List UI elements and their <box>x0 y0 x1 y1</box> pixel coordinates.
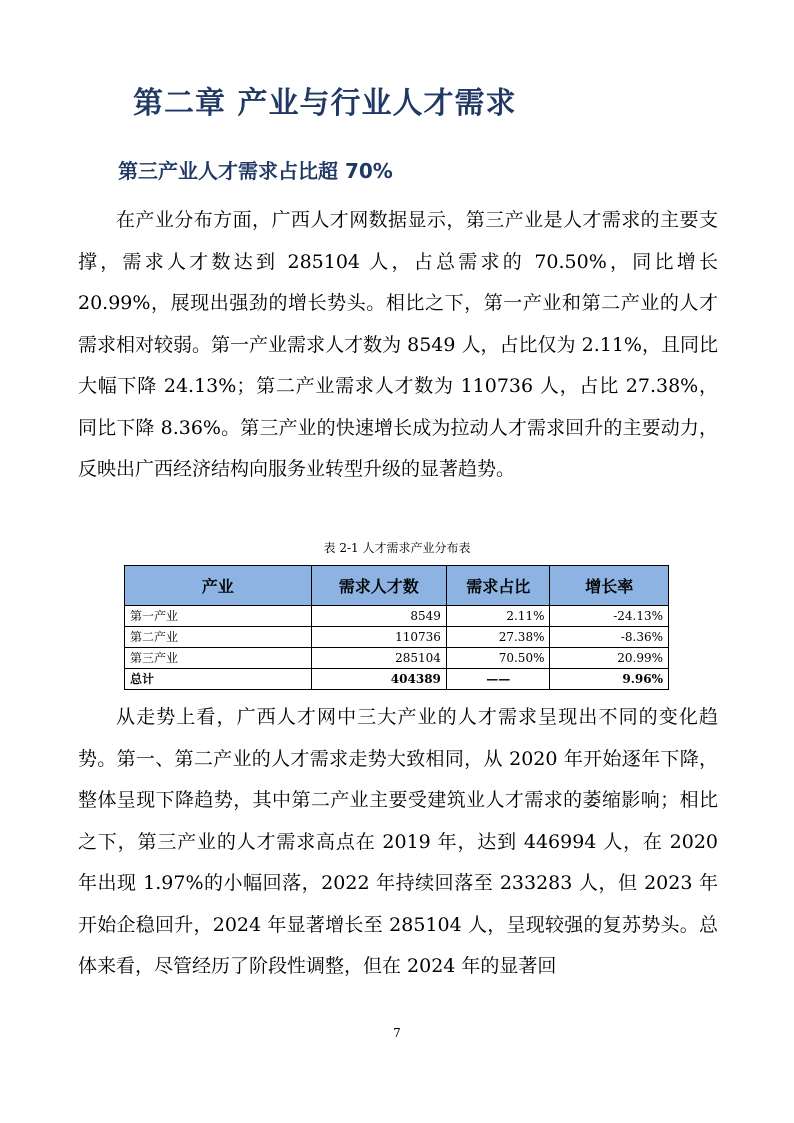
table-caption: 表 2-1 人才需求产业分布表 <box>323 541 471 555</box>
cell-demand-count: 285104 <box>311 648 446 669</box>
header-growth-rate: 增长率 <box>550 566 669 606</box>
section-title: 第三产业人才需求占比超 70% <box>118 159 393 183</box>
cell-industry: 第二产业 <box>125 627 312 648</box>
cell-demand-share: 27.38% <box>446 627 550 648</box>
chapter-title: 第二章 产业与行业人才需求 <box>133 86 517 121</box>
cell-total-label: 总计 <box>125 669 312 690</box>
cell-total-demand-count: 404389 <box>311 669 446 690</box>
paragraph-trend: 从走势上看，广西人才网中三大产业的人才需求呈现出不同的变化趋势。第一、第二产业的人才需求走势大致相同，从 2020 年开始逐年下降，整体呈现下降趋势，其中第二产业主要受建筑业人才需求的萎缩影响；相比之下，第三产业的人才需求高点在 2019 年，达到 446994 人，在 2020 年出现 1.97%的小幅回落，2022 年持续回落至 233283 人，但 2023 年开始企稳回升，2024 年显著增长至 285104 人，呈现较强的复苏势头。总体来看，尽管经历了阶段性调整，但在 2024 年的显著回 <box>78 706 718 977</box>
cell-demand-count: 8549 <box>311 606 446 627</box>
table-header-row <box>125 566 669 606</box>
cell-industry: 第三产业 <box>125 648 312 669</box>
page-number: 7 <box>393 1026 401 1040</box>
cell-demand-share: 70.50% <box>446 648 550 669</box>
cell-demand-count: 110736 <box>311 627 446 648</box>
table-total-row <box>125 669 669 690</box>
cell-total-demand-share: —— <box>446 669 550 690</box>
industry-demand-table <box>124 565 669 690</box>
table-row <box>125 627 669 648</box>
paragraph-industry-distribution: 在产业分布方面，广西人才网数据显示，第三产业是人才需求的主要支撑，需求人才数达到 285104 人，占总需求的 70.50%，同比增长 20.99%，展现出强劲的增长势头。相比之下，第一产业和第二产业的人才需求相对较弱。第一产业需求人才数为 8549 人，占比仅为 2.11%，且同比大幅下降 24.13%；第二产业需求人才数为 110736 人，占比 27.38%，同比下降 8.36%。第三产业的快速增长成为拉动人才需求回升的主要动力，反映出广西经济结构向服务业转型升级的显著趋势。 <box>78 209 718 480</box>
cell-growth-rate: 20.99% <box>550 648 669 669</box>
table-row <box>125 648 669 669</box>
cell-demand-share: 2.11% <box>446 606 550 627</box>
header-industry: 产业 <box>125 566 312 606</box>
header-demand-share: 需求占比 <box>446 566 550 606</box>
cell-total-growth-rate: 9.96% <box>550 669 669 690</box>
cell-growth-rate: -8.36% <box>550 627 669 648</box>
table-row <box>125 606 669 627</box>
header-demand-count: 需求人才数 <box>311 566 446 606</box>
cell-industry: 第一产业 <box>125 606 312 627</box>
cell-growth-rate: -24.13% <box>550 606 669 627</box>
